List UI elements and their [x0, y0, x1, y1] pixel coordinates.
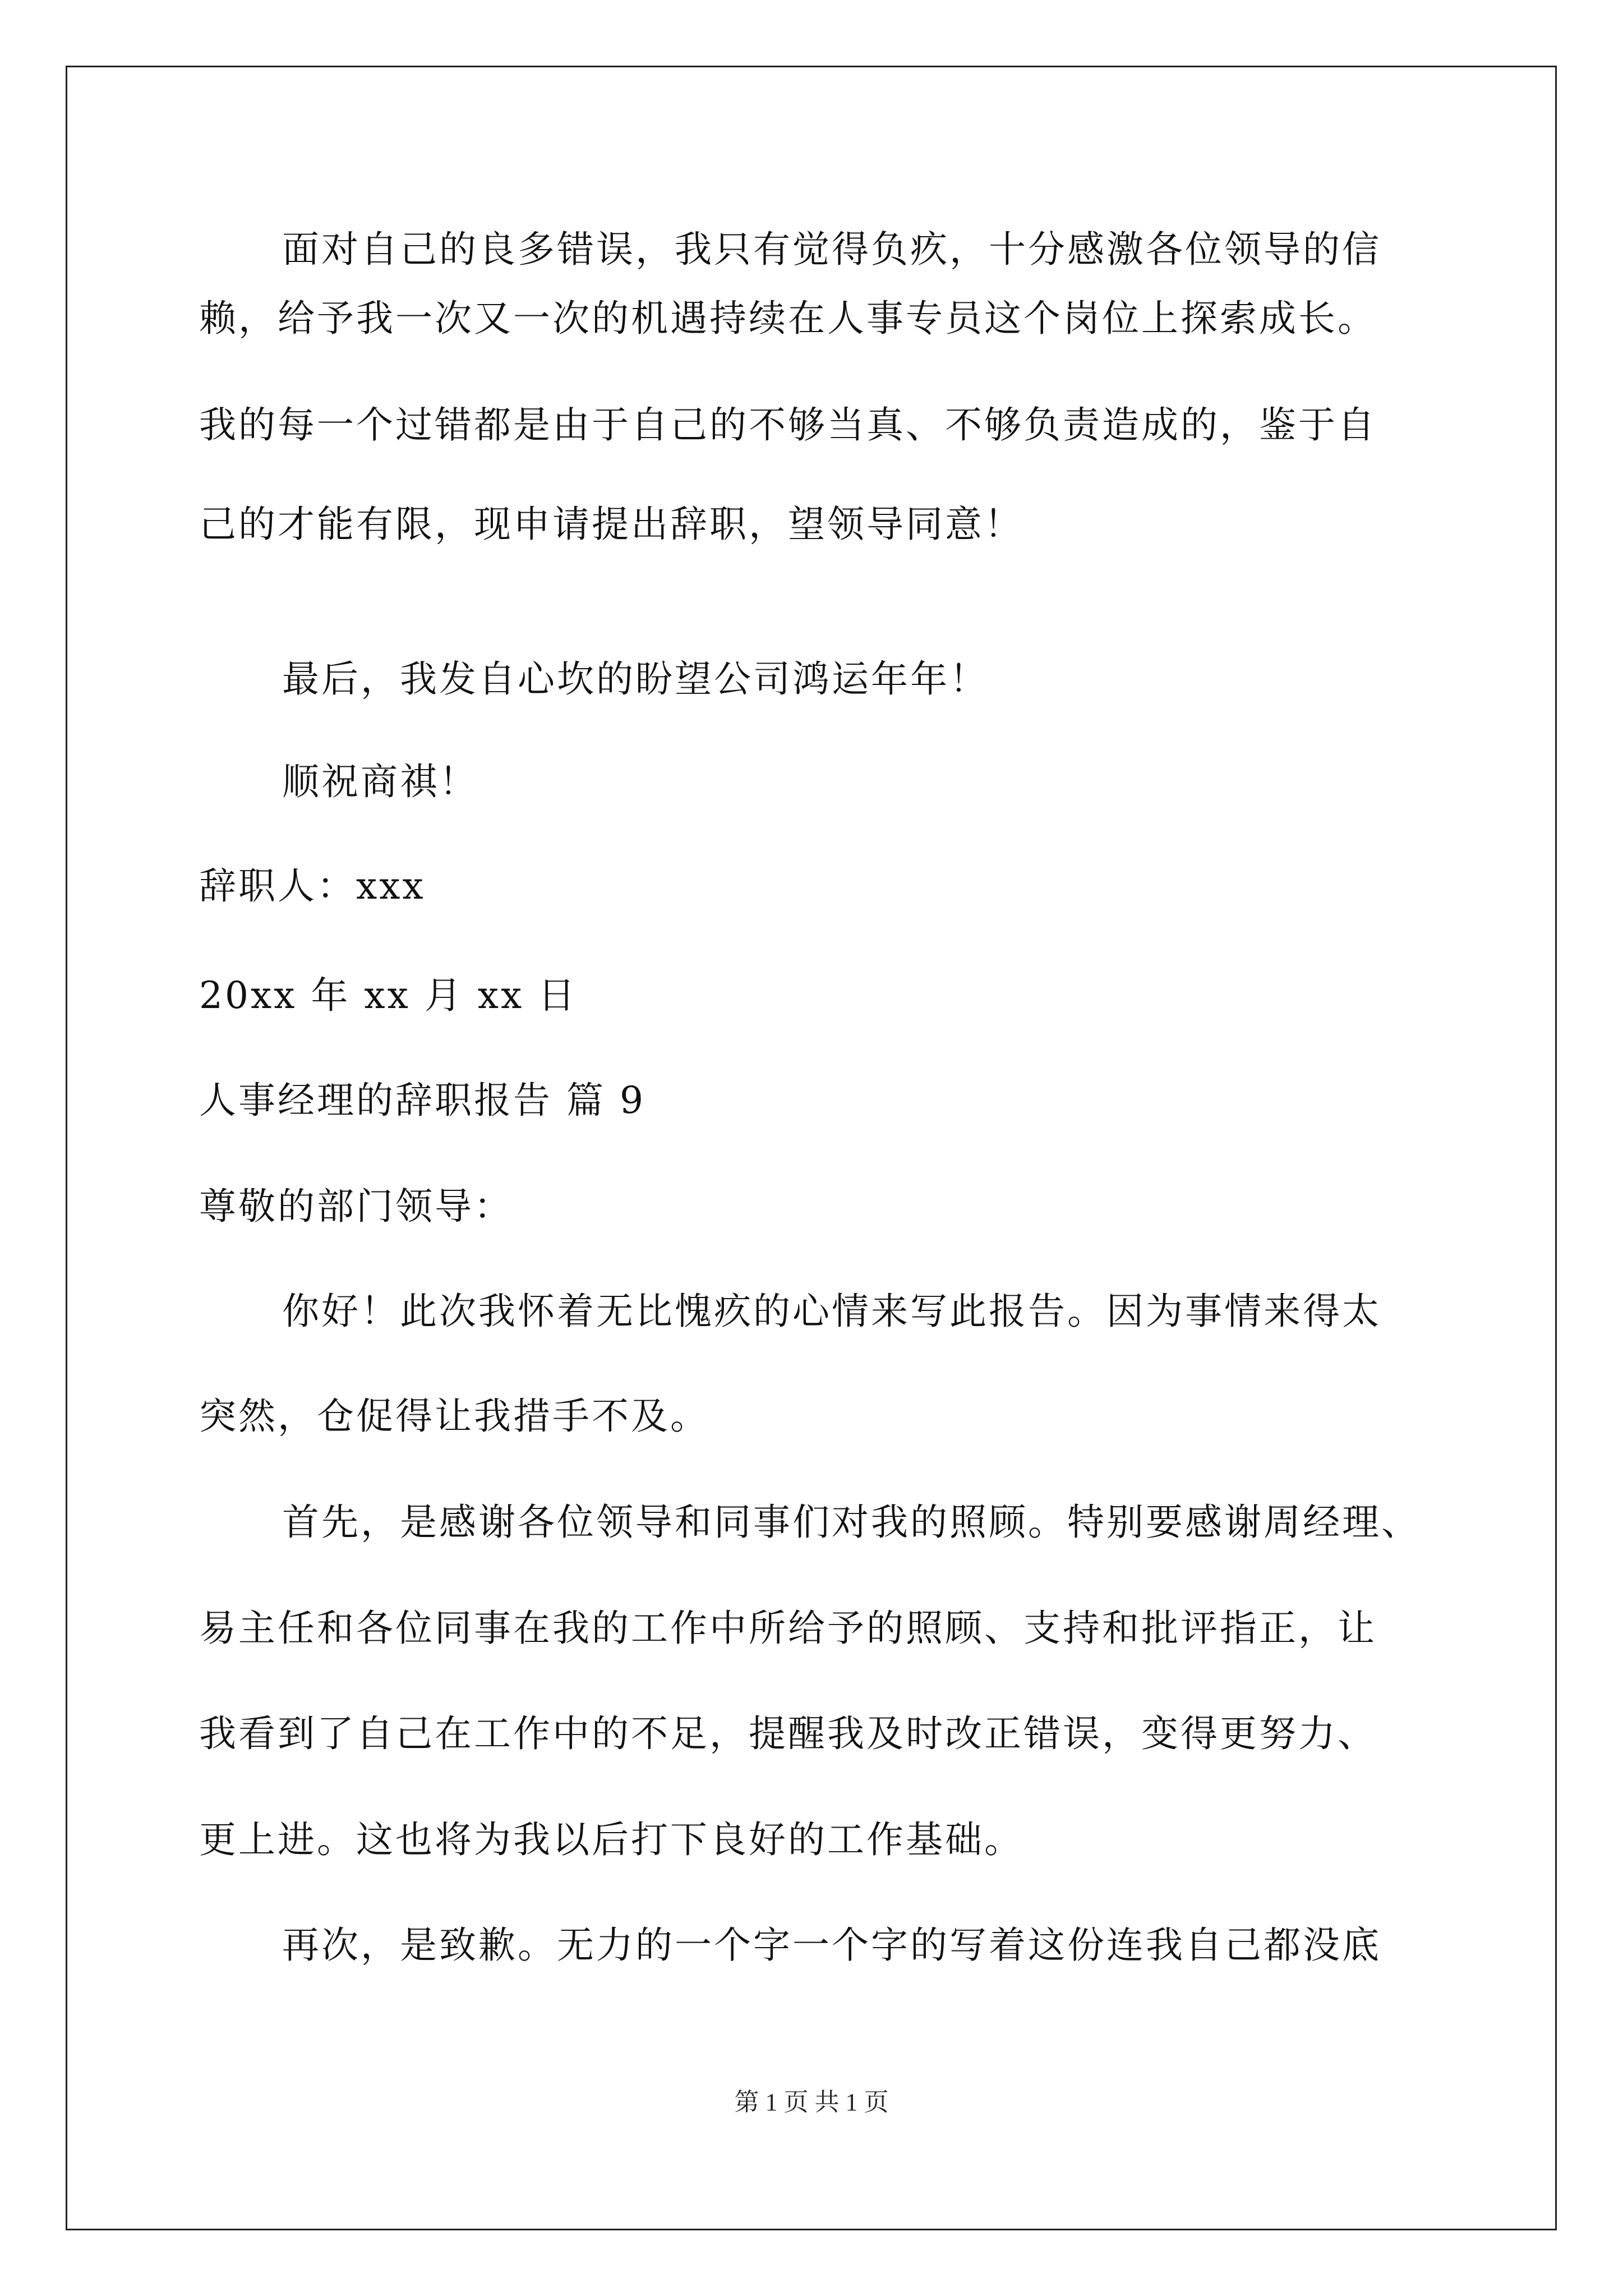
paragraph-line: 我看到了自己在工作中的不足，提醒我及时改正错误，变得更努力、 [199, 1712, 1377, 1755]
paragraph-line: 突然，仓促得让我措手不及。 [199, 1395, 709, 1438]
paragraph-line: 己的才能有限，现申请提出辞职，望领导同意！ [199, 503, 1023, 546]
date-line: 20xx 年 xx 月 xx 日 [199, 974, 578, 1017]
page-frame [66, 66, 1557, 2230]
paragraph-line: 最后，我发自心坎的盼望公司鸿运年年！ [282, 657, 989, 701]
closing-greeting: 顺祝商祺！ [282, 760, 478, 803]
paragraph-line: 面对自己的良多错误，我只有觉得负疚，十分感激各位领导的信 [282, 228, 1381, 271]
salutation: 尊敬的部门领导： [199, 1185, 513, 1228]
paragraph-line: 首先，是感谢各位领导和同事们对我的照顾。特别要感谢周经理、 [282, 1501, 1421, 1544]
paragraph-line: 赖，给予我一次又一次的机遇持续在人事专员这个岗位上探索成长。 [199, 297, 1377, 340]
paragraph-line: 你好！此次我怀着无比愧疚的心情来写此报告。因为事情来得太 [282, 1290, 1381, 1333]
paragraph-line: 更上进。这也将为我以后打下良好的工作基础。 [199, 1818, 1023, 1861]
page-number-footer: 第 1 页 共 1 页 [734, 2088, 889, 2116]
paragraph-line: 再次，是致歉。无力的一个字一个字的写着这份连我自己都没底 [282, 1924, 1381, 1967]
paragraph-line: 我的每一个过错都是由于自己的不够当真、不够负责造成的，鉴于自 [199, 403, 1377, 447]
signature-line: 辞职人：xxx [199, 864, 426, 908]
section-heading: 人事经理的辞职报告 篇 9 [199, 1079, 645, 1122]
paragraph-line: 易主任和各位同事在我的工作中所给予的照顾、支持和批评指正，让 [199, 1607, 1377, 1650]
